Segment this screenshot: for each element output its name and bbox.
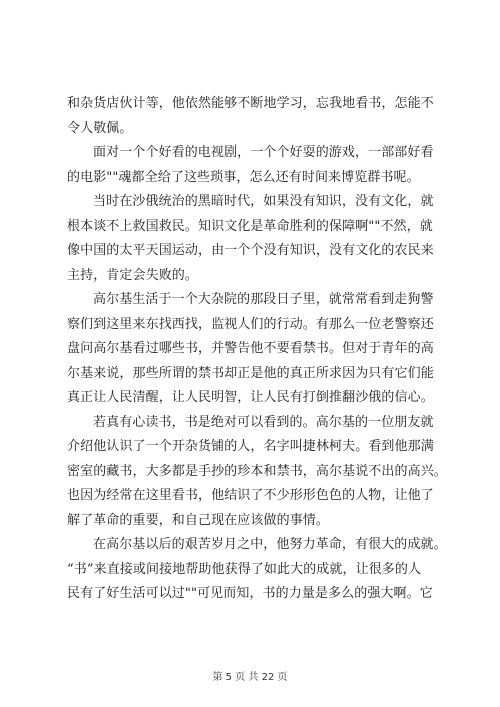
text-line: 察们到这里来东找西找，监视人们的行动。有那么一位老警察还 xyxy=(67,316,434,332)
text-line: 盘问高尔基看过哪些书，并警告他不要看禁书。但对于青年的高 xyxy=(67,341,434,356)
text-line: 也因为经常在这里看书，他结识了不少形形色色的人物，让他了 xyxy=(67,488,434,503)
text-line: 介绍他认识了一个开杂货铺的人，名字叫捷林柯夫。看到他那满 xyxy=(67,439,434,454)
text-line: 和杂货店伙计等，他依然能够不断地学习，忘我地看书，怎能不 xyxy=(67,96,434,111)
text-line: 民有了好生活可以过""可见而知，书的力量是多么的强大啊。它 xyxy=(67,586,433,601)
text-line: 真正让人民清醒，让人民明智，让人民有打倒推翻沙俄的信心。 xyxy=(67,390,434,405)
text-line: “书”来直接或间接地帮助他获得了如此大的成就，让很多的人 xyxy=(67,561,422,577)
body-text xyxy=(67,92,447,607)
text-line: 的电影""魂都全给了这些琐事，怎么还有时间来博览群书呢。 xyxy=(67,169,420,185)
text-line: 尔基来说，那些所谓的禁书却正是他的真正所求因为只有它们能 xyxy=(67,365,434,381)
paragraph-start-line: 若真有心读书，书是绝对可以看到的。高尔基的一位朋友就 xyxy=(93,414,434,430)
paragraph-start-line: 面对一个个好看的电视剧，一个个好耍的游戏，一部部好看 xyxy=(93,145,434,160)
text-line: 主持，肯定会失败的。 xyxy=(67,267,199,283)
text-line: 根本谈不上救国救民。知识文化是革命胜利的保障啊""不然，就 xyxy=(67,218,433,234)
page-footer: 第 5 页 共 22 页 xyxy=(212,672,288,683)
text-line: 像中国的太平天国运动，由一个个没有知识，没有文化的农民来 xyxy=(67,243,434,258)
text-line: 令人敬佩。 xyxy=(67,120,133,136)
paragraph-start-line: 在高尔基以后的艰苦岁月之中，他努力革命，有很大的成就。 xyxy=(93,537,447,552)
text-line: 密室的藏书，大多都是手抄的珍本和禁书，高尔基说不出的高兴。 xyxy=(67,463,447,479)
paragraph-start-line: 高尔基生活于一个大杂院的那段日子里，就常常看到走狗警 xyxy=(93,292,434,307)
text-line: 解了革命的重要，和自己现在应该做的事情。 xyxy=(67,512,330,528)
paragraph-start-line: 当时在沙俄统治的黑暗时代，如果没有知识，没有文化，就 xyxy=(93,194,434,209)
